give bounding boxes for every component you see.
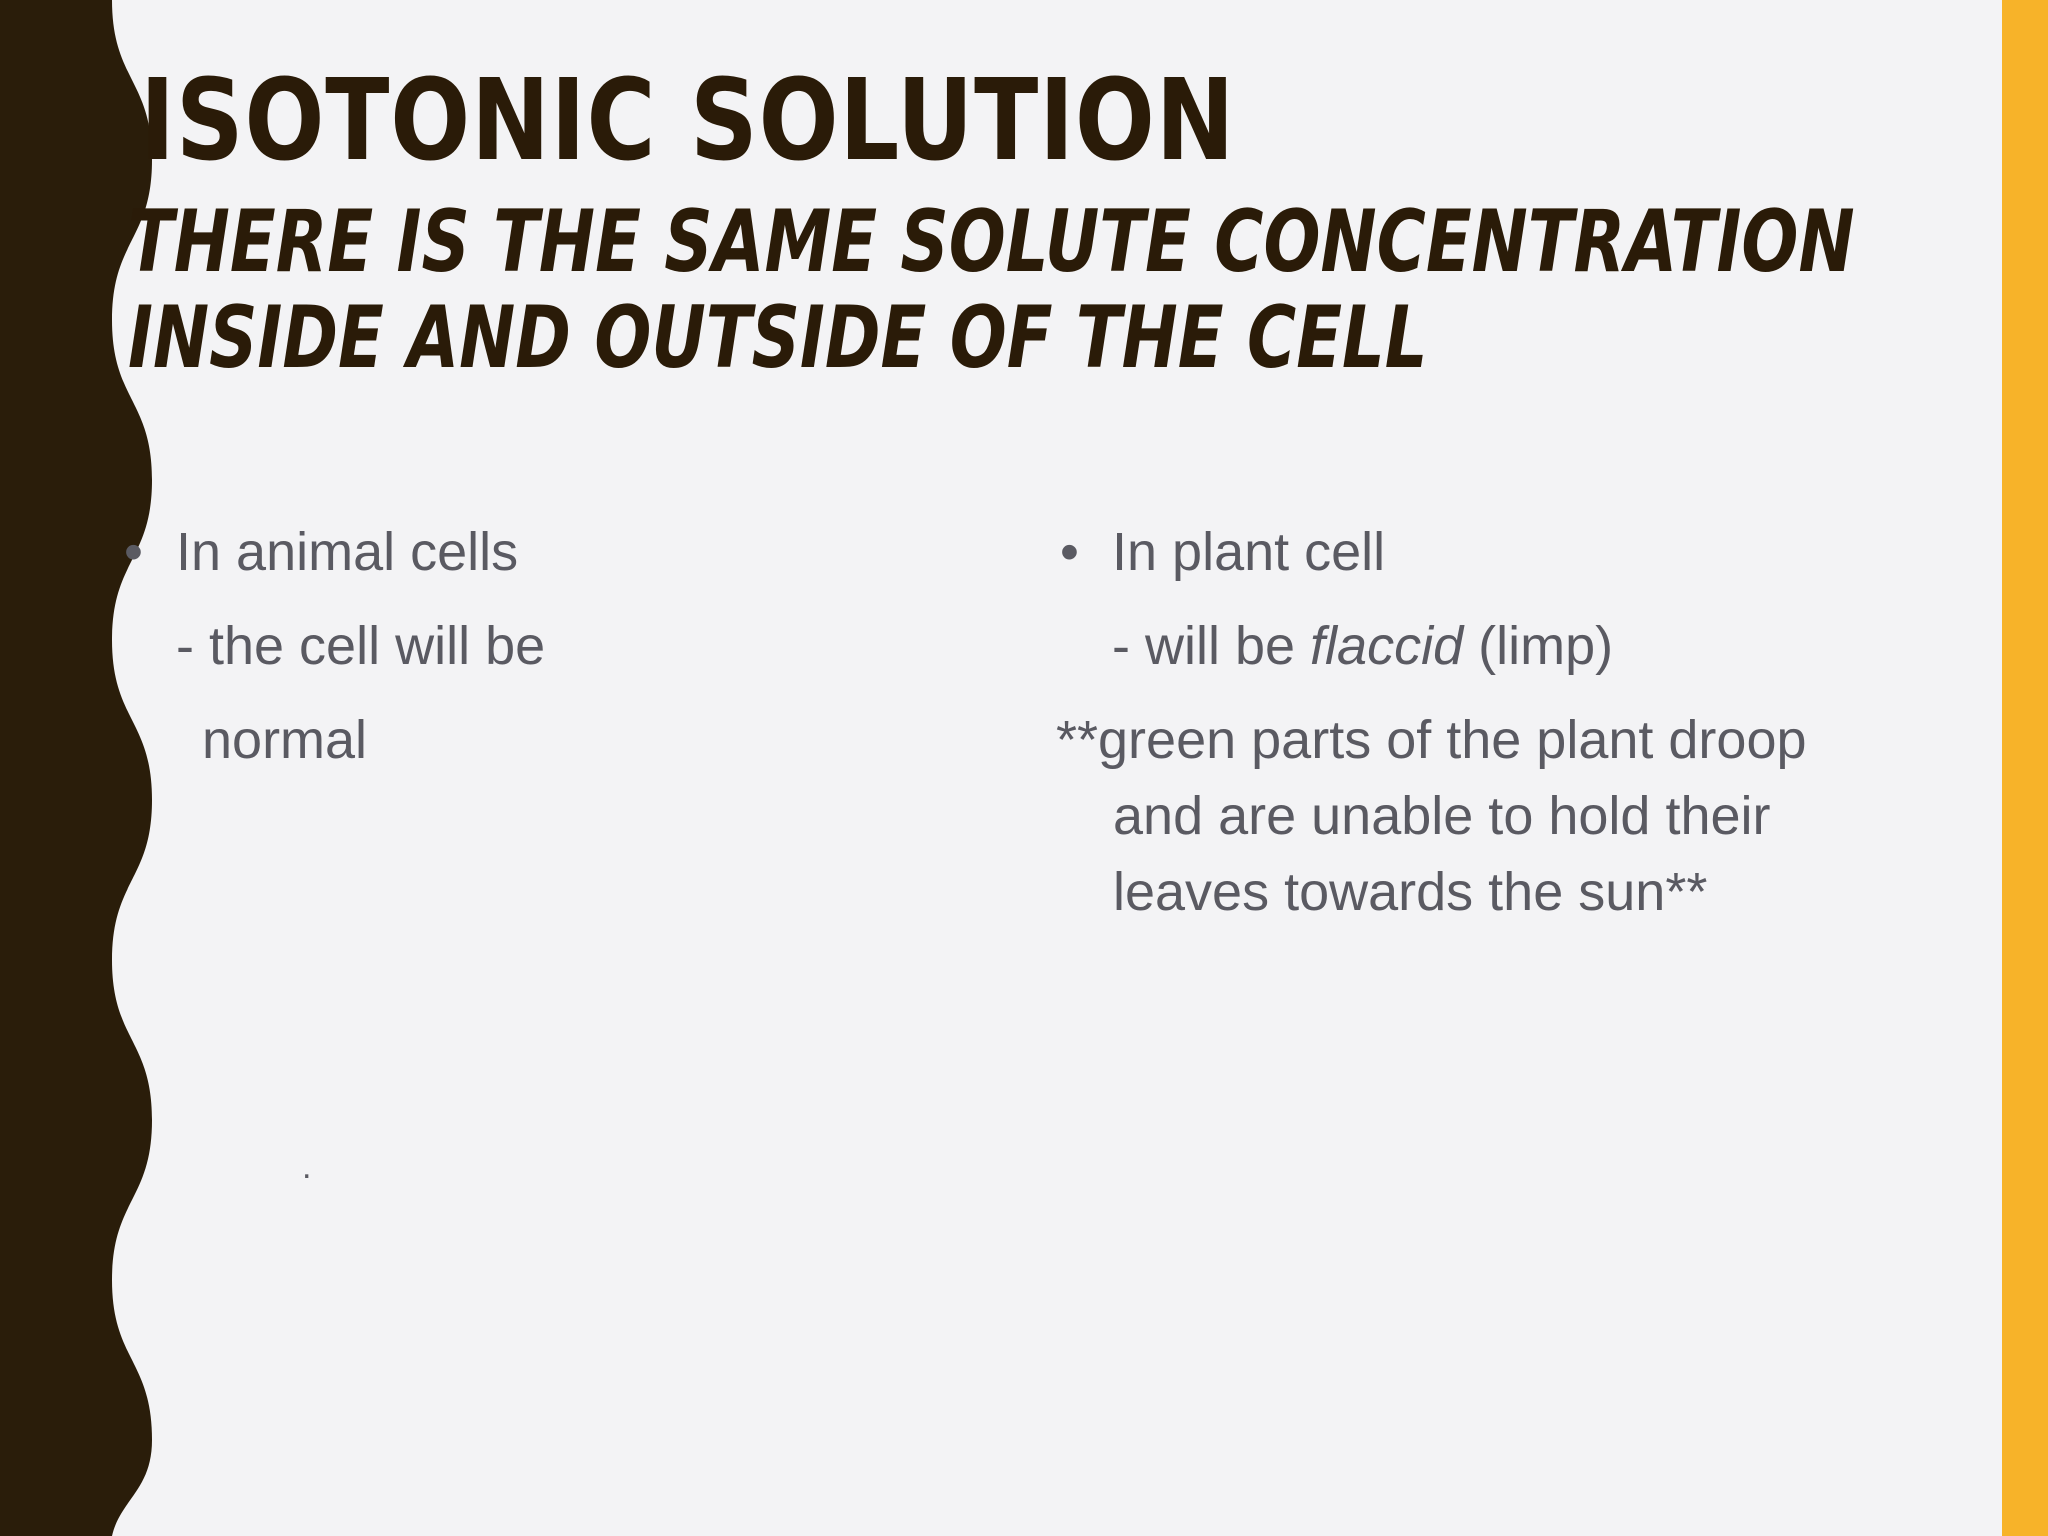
animal-cells-column bbox=[120, 514, 940, 778]
note-line-1: **green parts of the plant droop bbox=[1056, 710, 1807, 770]
animal-cells-heading: In animal cells bbox=[176, 522, 519, 582]
accent-bar bbox=[2002, 0, 2048, 1536]
subtitle-line-2: INSIDE AND OUTSIDE OF THE CELL bbox=[128, 288, 1428, 388]
flaccid-term: flaccid bbox=[1310, 616, 1464, 676]
animal-cells-detail-1: - the cell will be bbox=[176, 616, 546, 676]
animal-cells-detail-2: normal bbox=[202, 710, 368, 770]
plant-cell-heading: In plant cell bbox=[1112, 522, 1386, 582]
note-line-3: leaves towards the sun** bbox=[1113, 862, 1708, 922]
subtitle-line-1: THERE IS THE SAME SOLUTE CONCENTRATION bbox=[128, 192, 1855, 292]
animal-cells-bullet bbox=[120, 514, 940, 590]
slide-subtitle bbox=[128, 192, 1855, 388]
plant-cell-detail bbox=[1056, 608, 1956, 684]
slide-title: ISOTONIC SOLUTION bbox=[140, 56, 1236, 186]
plant-cell-detail-suffix: (limp) bbox=[1463, 616, 1614, 676]
plant-cell-detail-prefix: - will be bbox=[1112, 616, 1311, 676]
note-line-2: and are unable to hold their bbox=[1113, 786, 1771, 846]
bullet-icon: • bbox=[1060, 522, 1079, 582]
plant-cell-bullet bbox=[1056, 514, 1956, 590]
stray-mark: . bbox=[302, 1148, 312, 1186]
bullet-icon: • bbox=[124, 522, 143, 582]
plant-cell-column bbox=[1056, 514, 1956, 930]
plant-cell-note bbox=[1056, 702, 1956, 930]
